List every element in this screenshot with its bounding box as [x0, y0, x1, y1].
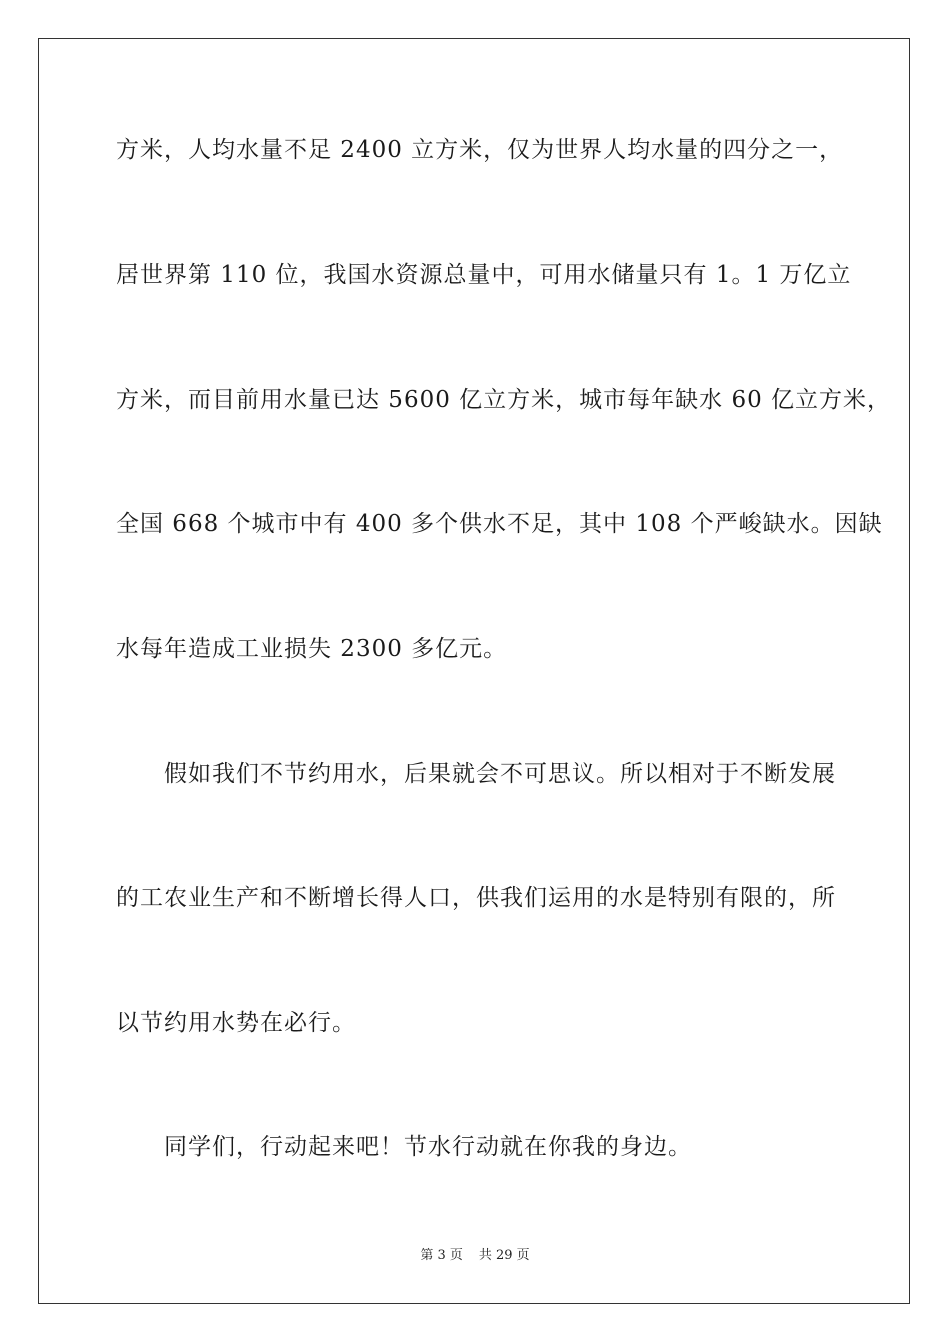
page-number: 第 3 页	[420, 1248, 463, 1263]
page-footer	[0, 1248, 950, 1264]
page-border	[38, 38, 910, 1304]
text-line-3: 方米，而目前用水量已达 5600 亿立方米，城市每年缺水 60 亿立方米，	[116, 387, 892, 413]
text-line-8: 以节约用水势在必行。	[116, 1010, 356, 1036]
text-line-7: 的工农业生产和不断增长得人口，供我们运用的水是特别有限的，所	[116, 885, 836, 911]
page-total: 共 29 页	[478, 1248, 530, 1263]
text-line-5: 水每年造成工业损失 2300 多亿元。	[116, 636, 508, 662]
text-line-9: 同学们，行动起来吧！节水行动就在你我的身边。	[164, 1134, 692, 1160]
text-line-1: 方米，人均水量不足 2400 立方米，仅为世界人均水量的四分之一，	[116, 137, 844, 163]
text-line-2: 居世界第 110 位，我国水资源总量中，可用水储量只有 1。1 万亿立	[116, 262, 852, 288]
text-line-4: 全国 668 个城市中有 400 多个供水不足，其中 108 个严峻缺水。因缺	[116, 511, 883, 537]
text-line-6: 假如我们不节约用水，后果就会不可思议。所以相对于不断发展	[164, 761, 836, 787]
